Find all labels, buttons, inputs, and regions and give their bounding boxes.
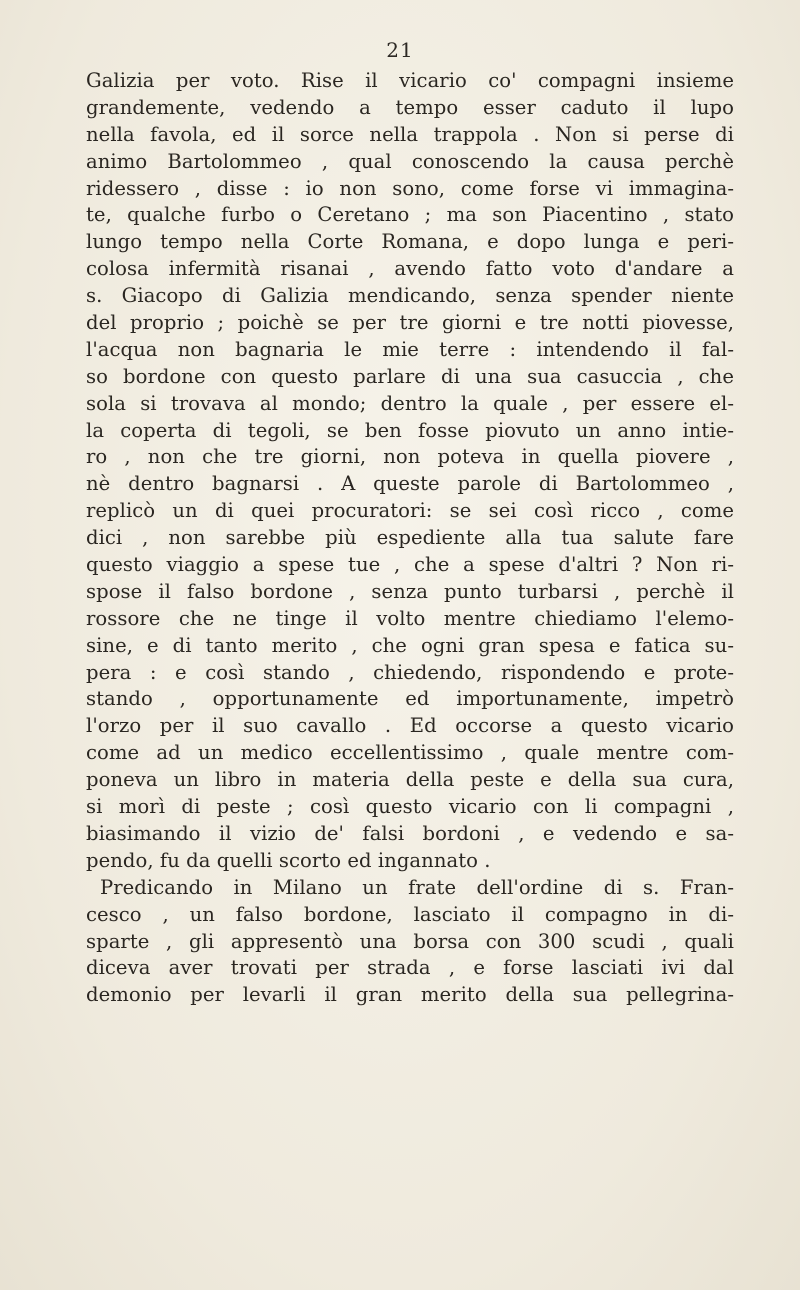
text-line: si morì di peste ; così questo vicario con li compagni , <box>86 795 734 819</box>
text-line: sola si trovava al mondo; dentro la quale , per essere el- <box>86 391 734 415</box>
text-line: sine, e di tanto merito , che ogni gran spesa e fatica su- <box>86 633 734 657</box>
text-line: ridessero , disse : io non sono, come forse vi immagina- <box>86 176 734 200</box>
text-line: cesco , un falso bordone, lasciato il compagno in di- <box>86 902 734 926</box>
text-line: demonio per levarli il gran merito della sua pellegrina- <box>86 983 734 1007</box>
text-line: colosa infermità risanai , avendo fatto voto d'andare a <box>86 257 734 281</box>
text-line: l'orzo per il suo cavallo . Ed occorse a questo vicario <box>86 714 734 738</box>
text-line: pendo, fu da quelli scorto ed ingannato . <box>86 848 491 872</box>
text-line: pera : e così stando , chiedendo, rispondendo e prote- <box>86 660 734 684</box>
text-line: biasimando il vizio de' falsi bordoni , e vedendo e sa- <box>86 821 734 845</box>
text-line: poneva un libro in materia della peste e della sua cura, <box>86 768 734 792</box>
text-line: s. Giacopo di Galizia mendicando, senza spender niente <box>86 284 734 308</box>
text-line: dici , non sarebbe più espediente alla tua salute fare <box>86 526 734 550</box>
body-text <box>86 68 734 1009</box>
text-line: stando , opportunamente ed importunamente, impetrò <box>86 687 734 711</box>
text-line: so bordone con questo parlare di una sua casuccia , che <box>86 364 734 388</box>
text-line: animo Bartolommeo , qual conoscendo la causa perchè <box>86 149 734 173</box>
text-line: rossore che ne tinge il volto mentre chiediamo l'elemo- <box>86 606 734 630</box>
text-line: replicò un di quei procuratori: se sei così ricco , come <box>86 499 734 523</box>
text-line: la coperta di tegoli, se ben fosse piovuto un anno intie- <box>86 418 734 442</box>
text-line: grandemente, vedendo a tempo esser caduto il lupo <box>86 95 734 119</box>
text-line: diceva aver trovati per strada , e forse lasciati ivi dal <box>86 956 734 980</box>
text-line: Predicando in Milano un frate dell'ordine di s. Fran- <box>100 875 734 899</box>
text-line: l'acqua non bagnaria le mie terre : intendendo il fal- <box>86 337 734 361</box>
text-line: sparte , gli appresentò una borsa con 300 scudi , quali <box>86 929 734 953</box>
text-line: nè dentro bagnarsi . A queste parole di Bartolommeo , <box>86 472 734 496</box>
text-line: ro , non che tre giorni, non poteva in quella piovere , <box>86 445 734 469</box>
text-line: nella favola, ed il sorce nella trappola . Non si perse di <box>86 122 734 146</box>
text-line: Galizia per voto. Rise il vicario co' compagni insieme <box>86 69 734 92</box>
text-line: questo viaggio a spese tue , che a spese d'altri ? Non ri- <box>86 553 734 577</box>
text-line: del proprio ; poichè se per tre giorni e tre notti piovesse, <box>86 311 734 335</box>
page-number: 21 <box>386 38 414 62</box>
text-line: come ad un medico eccellentissimo , quale mentre com- <box>86 741 734 765</box>
text-line: lungo tempo nella Corte Romana, e dopo lunga e peri- <box>86 230 734 254</box>
text-line: spose il falso bordone , senza punto turbarsi , perchè il <box>86 579 734 603</box>
text-line: te, qualche furbo o Ceretano ; ma son Piacentino , stato <box>86 203 734 227</box>
